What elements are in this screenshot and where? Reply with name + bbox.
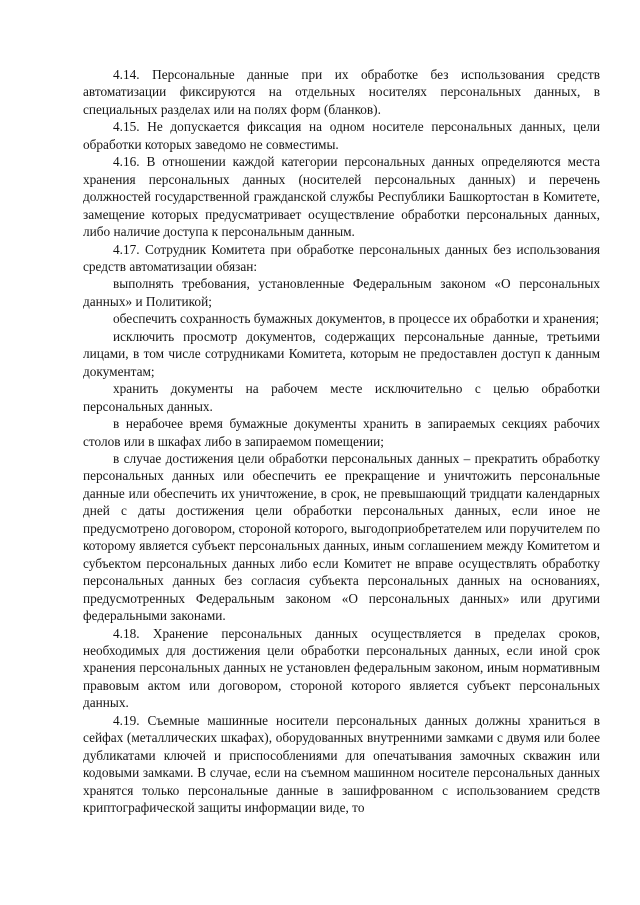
list-item-workplace-storage: хранить документы на рабочем месте исключительно с целью обработки персональных данных. [83, 381, 600, 414]
paragraph-4-16: 4.16. В отношении каждой категории персональных данных определяются места хранения персональных данных (носителей персональных данных) и перечень должностей государственной гражданской службы Республики Башкортостан в Комитете, замещение которых предусматривает осуществление обработки персональных данных, либо наличие доступа к персональным данным. [83, 154, 600, 240]
paragraph-4-17: 4.17. Сотрудник Комитета при обработке персональных данных без использования средств автоматизации обязан: [83, 241, 600, 274]
paragraph-4-15: 4.15. Не допускается фиксация на одном носителе персональных данных, цели обработки которых заведомо не совместимы. [83, 119, 600, 152]
list-item-after-hours-storage: в нерабочее время бумажные документы хранить в запираемых секциях рабочих столов или в шкафах либо в запираемом помещении; [83, 416, 600, 449]
paragraph-4-18: 4.18. Хранение персональных данных осуществляется в пределах сроков, необходимых для достижения цели обработки персональных данных, если иной срок хранения персональных данных не установлен федеральным законом, иным нормативным правовым актом или договором, стороной которого является субъект персональных данных. [83, 625, 600, 711]
list-item-goal-achieved: в случае достижения цели обработки персональных данных – прекратить обработку персональных данных или обеспечить ее прекращение и уничтожить персональные данные или обеспечить их уничтожение, в срок, не превышающий тридцати календарных дней с даты достижения цели обработки персональных данных, если иное не предусмотрено договором, стороной которого, выгодоприобретателем или поручителем по которому является субъект персональных данных, иным соглашением между Комитетом и субъектом персональных данных либо если Комитет не вправе осуществлять обработку персональных данных без согласия субъекта персональных данных на основаниях, предусмотренных Федеральным законом «О персональных данных» или другими федеральными законами. [83, 450, 600, 624]
list-item-requirements: выполнять требования, установленные Федеральным законом «О персональных данных» и Политикой; [83, 276, 600, 309]
list-item-document-safety: обеспечить сохранность бумажных документов, в процессе их обработки и хранения; [113, 311, 600, 327]
paragraph-4-19: 4.19. Съемные машинные носители персональных данных должны храниться в сейфах (металлических шкафах), оборудованных внутренними замками с двумя или более дубликатами ключей и приспособлениями для опечатывания замочных скважин или кодовыми замками. В случае, если на съемном машинном носителе персональных данных хранятся только персональные данные в зашифрованном с использованием средств криптографической защиты информации виде, то [83, 712, 600, 816]
paragraph-4-14: 4.14. Персональные данные при их обработке без использования средств автоматизации фиксируются на отдельных носителях персональных данных, в специальных разделах или на полях форм (бланков). [83, 67, 600, 117]
list-item-third-party-access: исключить просмотр документов, содержащих персональные данные, третьими лицами, в том числе сотрудниками Комитета, которым не предоставлен доступ к данным документам; [83, 328, 600, 379]
